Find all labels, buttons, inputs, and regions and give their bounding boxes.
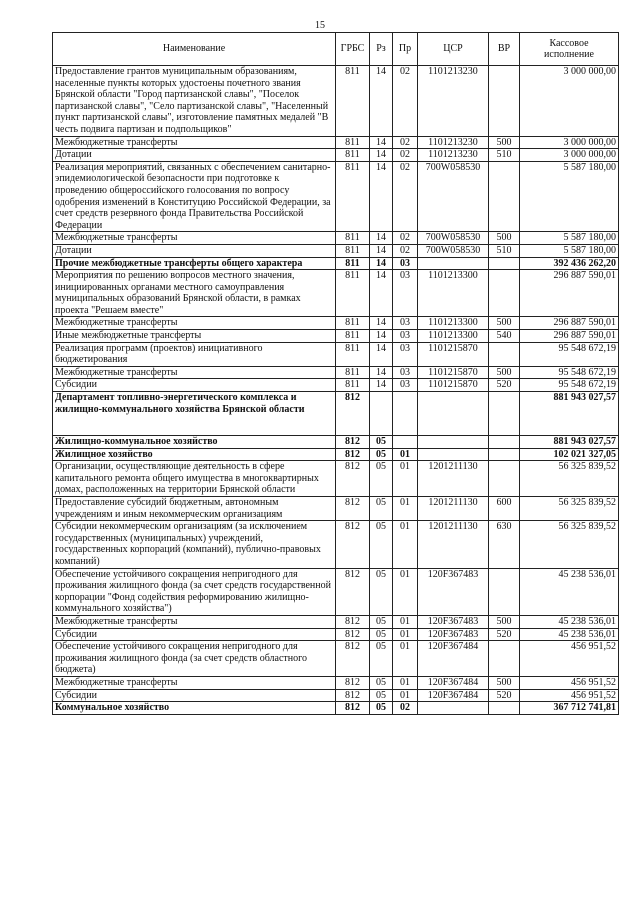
row-vr-cell [489, 66, 520, 137]
row-amount-cell: 881 943 027,57 [520, 436, 619, 449]
row-name-cell: Жилищное хозяйство [53, 448, 336, 461]
table-row [53, 379, 619, 392]
page-number: 15 [315, 20, 325, 31]
budget-table [52, 32, 619, 715]
row-pr-cell: 01 [393, 448, 418, 461]
table-row [53, 521, 619, 568]
row-pr-cell: 03 [393, 317, 418, 330]
row-csr-cell: 1101215870 [418, 379, 489, 392]
row-name-cell: Дотации [53, 244, 336, 257]
row-grbs-cell: 811 [336, 270, 370, 317]
row-name-cell: Межбюджетные трансферты [53, 232, 336, 245]
row-name-cell: Реализация мероприятий, связанных с обеспечением санитарно-эпидемиологической безопасности при подготовке к проведению общероссийского голосования по вопросу одобрения изменений в Конституцию Российской Федерации, за счет средств резервного фонда Правительства Российской Федерации [53, 161, 336, 232]
table-row [53, 244, 619, 257]
row-csr-cell: 120F367484 [418, 641, 489, 677]
row-amount-cell: 45 238 536,01 [520, 628, 619, 641]
row-csr-cell: 120F367484 [418, 676, 489, 689]
table-row [53, 689, 619, 702]
row-rz-cell: 14 [370, 366, 393, 379]
row-amount-cell: 95 548 672,19 [520, 342, 619, 366]
row-pr-cell: 01 [393, 497, 418, 521]
row-rz-cell: 14 [370, 317, 393, 330]
row-amount-cell: 456 951,52 [520, 641, 619, 677]
row-vr-cell: 510 [489, 244, 520, 257]
row-pr-cell: 01 [393, 568, 418, 615]
table-row [53, 257, 619, 270]
row-amount-cell: 296 887 590,01 [520, 270, 619, 317]
row-grbs-cell: 812 [336, 461, 370, 497]
row-amount-cell: 45 238 536,01 [520, 568, 619, 615]
row-amount-cell: 296 887 590,01 [520, 317, 619, 330]
row-rz-cell: 14 [370, 136, 393, 149]
row-name-cell: Обеспечение устойчивого сокращения непригодного для проживания жилищного фонда (за счет средств государственной корпорации "Фонд содействия реформированию жилищно-коммунального хозяйства") [53, 568, 336, 615]
table-row [53, 461, 619, 497]
row-csr-cell [418, 392, 489, 436]
row-csr-cell: 700W058530 [418, 244, 489, 257]
table-row [53, 317, 619, 330]
row-amount-cell: 5 587 180,00 [520, 161, 619, 232]
row-grbs-cell: 812 [336, 641, 370, 677]
row-rz-cell: 14 [370, 149, 393, 162]
row-pr-cell [393, 392, 418, 436]
row-amount-cell: 3 000 000,00 [520, 66, 619, 137]
row-rz-cell: 05 [370, 521, 393, 568]
row-amount-cell: 102 021 327,05 [520, 448, 619, 461]
row-vr-cell: 540 [489, 330, 520, 343]
table-row [53, 270, 619, 317]
row-pr-cell: 02 [393, 232, 418, 245]
row-pr-cell: 03 [393, 342, 418, 366]
table-row [53, 366, 619, 379]
row-pr-cell: 01 [393, 641, 418, 677]
row-csr-cell: 700W058530 [418, 232, 489, 245]
header-pr: Пр [393, 33, 418, 66]
row-amount-cell: 456 951,52 [520, 676, 619, 689]
row-pr-cell: 03 [393, 366, 418, 379]
header-cash-execution-line1: Кассовое [549, 38, 589, 49]
row-name-cell: Жилищно-коммунальное хозяйство [53, 436, 336, 449]
table-row [53, 702, 619, 715]
row-rz-cell: 14 [370, 342, 393, 366]
row-name-cell: Межбюджетные трансферты [53, 676, 336, 689]
row-pr-cell: 02 [393, 149, 418, 162]
row-csr-cell: 1201211130 [418, 521, 489, 568]
row-grbs-cell: 811 [336, 317, 370, 330]
row-name-cell: Дотации [53, 149, 336, 162]
row-vr-cell [489, 448, 520, 461]
row-amount-cell: 95 548 672,19 [520, 366, 619, 379]
row-pr-cell: 02 [393, 244, 418, 257]
row-name-cell: Субсидии [53, 379, 336, 392]
row-amount-cell: 456 951,52 [520, 689, 619, 702]
row-rz-cell: 14 [370, 66, 393, 137]
row-vr-cell: 500 [489, 676, 520, 689]
row-pr-cell: 01 [393, 521, 418, 568]
row-pr-cell: 01 [393, 689, 418, 702]
row-csr-cell: 1101213230 [418, 149, 489, 162]
row-name-cell: Реализация программ (проектов) инициативного бюджетирования [53, 342, 336, 366]
row-vr-cell: 500 [489, 232, 520, 245]
row-name-cell: Межбюджетные трансферты [53, 615, 336, 628]
row-grbs-cell: 812 [336, 689, 370, 702]
row-name-cell: Предоставление субсидий бюджетным, автономным учреждениям и иным некоммерческим организациям [53, 497, 336, 521]
row-grbs-cell: 811 [336, 136, 370, 149]
row-amount-cell: 3 000 000,00 [520, 149, 619, 162]
row-grbs-cell: 812 [336, 392, 370, 436]
table-row [53, 568, 619, 615]
table-row [53, 330, 619, 343]
row-rz-cell: 05 [370, 702, 393, 715]
row-amount-cell: 56 325 839,52 [520, 497, 619, 521]
row-name-cell: Субсидии [53, 689, 336, 702]
row-amount-cell: 56 325 839,52 [520, 521, 619, 568]
row-csr-cell: 120F367483 [418, 568, 489, 615]
header-cash-execution-line2: исполнение [544, 49, 594, 60]
row-grbs-cell: 811 [336, 330, 370, 343]
row-vr-cell: 630 [489, 521, 520, 568]
row-vr-cell [489, 161, 520, 232]
row-csr-cell: 120F367484 [418, 689, 489, 702]
row-grbs-cell: 811 [336, 379, 370, 392]
row-pr-cell: 02 [393, 702, 418, 715]
row-vr-cell [489, 392, 520, 436]
row-csr-cell [418, 436, 489, 449]
row-name-cell: Прочие межбюджетные трансферты общего характера [53, 257, 336, 270]
row-vr-cell [489, 461, 520, 497]
row-csr-cell [418, 702, 489, 715]
row-csr-cell: 1201211130 [418, 461, 489, 497]
row-amount-cell: 296 887 590,01 [520, 330, 619, 343]
row-rz-cell: 05 [370, 497, 393, 521]
row-name-cell: Межбюджетные трансферты [53, 317, 336, 330]
row-grbs-cell: 811 [336, 342, 370, 366]
header-vr: ВР [489, 33, 520, 66]
table-row [53, 641, 619, 677]
row-grbs-cell: 812 [336, 436, 370, 449]
row-pr-cell: 03 [393, 379, 418, 392]
row-vr-cell: 500 [489, 317, 520, 330]
row-grbs-cell: 811 [336, 366, 370, 379]
row-csr-cell [418, 448, 489, 461]
row-amount-cell: 56 325 839,52 [520, 461, 619, 497]
row-csr-cell: 1101213230 [418, 136, 489, 149]
row-grbs-cell: 812 [336, 628, 370, 641]
row-name-cell: Субсидии некоммерческим организациям (за исключением государственных (муниципальных) учреждений, государственных корпораций (компаний), публично-правовых компаний) [53, 521, 336, 568]
row-pr-cell: 03 [393, 257, 418, 270]
row-grbs-cell: 811 [336, 257, 370, 270]
table-row [53, 615, 619, 628]
row-vr-cell [489, 436, 520, 449]
row-csr-cell: 1201211130 [418, 497, 489, 521]
row-grbs-cell: 811 [336, 149, 370, 162]
table-row [53, 497, 619, 521]
row-name-cell: Иные межбюджетные трансферты [53, 330, 336, 343]
row-pr-cell: 03 [393, 270, 418, 317]
row-rz-cell: 14 [370, 257, 393, 270]
row-grbs-cell: 812 [336, 497, 370, 521]
table-row [53, 436, 619, 449]
table-row [53, 342, 619, 366]
row-rz-cell: 05 [370, 448, 393, 461]
table-row [53, 628, 619, 641]
row-name-cell: Межбюджетные трансферты [53, 136, 336, 149]
row-csr-cell: 120F367483 [418, 615, 489, 628]
row-pr-cell: 03 [393, 330, 418, 343]
table-row [53, 136, 619, 149]
row-csr-cell: 120F367483 [418, 628, 489, 641]
row-pr-cell [393, 436, 418, 449]
row-csr-cell: 700W058530 [418, 161, 489, 232]
row-name-cell: Обеспечение устойчивого сокращения непригодного для проживания жилищного фонда (за счет средств областного бюджета) [53, 641, 336, 677]
row-rz-cell: 14 [370, 330, 393, 343]
row-pr-cell: 02 [393, 136, 418, 149]
row-rz-cell: 05 [370, 615, 393, 628]
header-grbs: ГРБС [336, 33, 370, 66]
row-grbs-cell: 811 [336, 232, 370, 245]
row-rz-cell: 05 [370, 568, 393, 615]
row-grbs-cell: 811 [336, 66, 370, 137]
row-name-cell: Мероприятия по решению вопросов местного значения, инициированных органами местного самоуправления муниципальных образований Брянской области, в рамках проекта "Решаем вместе" [53, 270, 336, 317]
row-csr-cell [418, 257, 489, 270]
table-row [53, 676, 619, 689]
row-csr-cell: 1101213300 [418, 317, 489, 330]
row-csr-cell: 1101213300 [418, 270, 489, 317]
row-name-cell: Субсидии [53, 628, 336, 641]
row-pr-cell: 01 [393, 615, 418, 628]
row-vr-cell [489, 702, 520, 715]
table-row [53, 392, 619, 436]
row-rz-cell: 05 [370, 689, 393, 702]
row-vr-cell [489, 257, 520, 270]
row-vr-cell: 520 [489, 689, 520, 702]
table-row [53, 161, 619, 232]
row-vr-cell: 500 [489, 366, 520, 379]
row-vr-cell: 520 [489, 628, 520, 641]
row-rz-cell: 05 [370, 628, 393, 641]
row-vr-cell [489, 342, 520, 366]
row-rz-cell: 05 [370, 676, 393, 689]
row-pr-cell: 01 [393, 676, 418, 689]
row-name-cell: Департамент топливно-энергетического комплекса и жилищно-коммунального хозяйства Брянской области [53, 392, 336, 436]
table-header-row [53, 33, 619, 66]
row-grbs-cell: 811 [336, 244, 370, 257]
row-csr-cell: 1101215870 [418, 342, 489, 366]
row-rz-cell: 14 [370, 379, 393, 392]
row-grbs-cell: 812 [336, 676, 370, 689]
row-amount-cell: 95 548 672,19 [520, 379, 619, 392]
table-row [53, 66, 619, 137]
row-amount-cell: 367 712 741,81 [520, 702, 619, 715]
row-name-cell: Организации, осуществляющие деятельность в сфере капитального ремонта общего имущества в многоквартирных домах, расположенных на территории Брянской области [53, 461, 336, 497]
row-grbs-cell: 812 [336, 702, 370, 715]
row-pr-cell: 02 [393, 161, 418, 232]
row-vr-cell [489, 568, 520, 615]
row-name-cell: Коммунальное хозяйство [53, 702, 336, 715]
row-amount-cell: 5 587 180,00 [520, 244, 619, 257]
row-grbs-cell: 812 [336, 568, 370, 615]
header-name: Наименование [53, 33, 336, 66]
row-amount-cell: 3 000 000,00 [520, 136, 619, 149]
row-vr-cell: 500 [489, 136, 520, 149]
row-name-cell: Межбюджетные трансферты [53, 366, 336, 379]
row-amount-cell: 5 587 180,00 [520, 232, 619, 245]
row-rz-cell: 05 [370, 436, 393, 449]
row-rz-cell: 14 [370, 161, 393, 232]
row-grbs-cell: 812 [336, 521, 370, 568]
row-vr-cell: 500 [489, 615, 520, 628]
header-cash-execution [520, 33, 619, 66]
row-vr-cell [489, 641, 520, 677]
row-csr-cell: 1101213230 [418, 66, 489, 137]
row-name-cell: Предоставление грантов муниципальным образованиям, населенные пункты которых удостоены почетного звания Брянской области "Город партизанской славы", "Поселок партизанской славы", "Село партизанской славы", "Населенный пункт партизанской славы", изготовление памятных медалей "В честь подвига партизан и подпольщиков" [53, 66, 336, 137]
row-vr-cell: 600 [489, 497, 520, 521]
row-rz-cell: 05 [370, 641, 393, 677]
row-pr-cell: 01 [393, 461, 418, 497]
row-rz-cell: 14 [370, 244, 393, 257]
header-csr: ЦСР [418, 33, 489, 66]
row-rz-cell: 14 [370, 270, 393, 317]
row-rz-cell: 05 [370, 461, 393, 497]
row-vr-cell [489, 270, 520, 317]
row-vr-cell: 510 [489, 149, 520, 162]
table-row [53, 232, 619, 245]
row-rz-cell: 14 [370, 232, 393, 245]
row-csr-cell: 1101213300 [418, 330, 489, 343]
row-amount-cell: 881 943 027,57 [520, 392, 619, 436]
row-pr-cell: 02 [393, 66, 418, 137]
row-amount-cell: 45 238 536,01 [520, 615, 619, 628]
row-csr-cell: 1101215870 [418, 366, 489, 379]
row-grbs-cell: 812 [336, 448, 370, 461]
row-amount-cell: 392 436 262,20 [520, 257, 619, 270]
row-pr-cell: 01 [393, 628, 418, 641]
header-rz: Рз [370, 33, 393, 66]
table-row [53, 149, 619, 162]
row-grbs-cell: 812 [336, 615, 370, 628]
row-grbs-cell: 811 [336, 161, 370, 232]
row-vr-cell: 520 [489, 379, 520, 392]
table-row [53, 448, 619, 461]
row-rz-cell [370, 392, 393, 436]
